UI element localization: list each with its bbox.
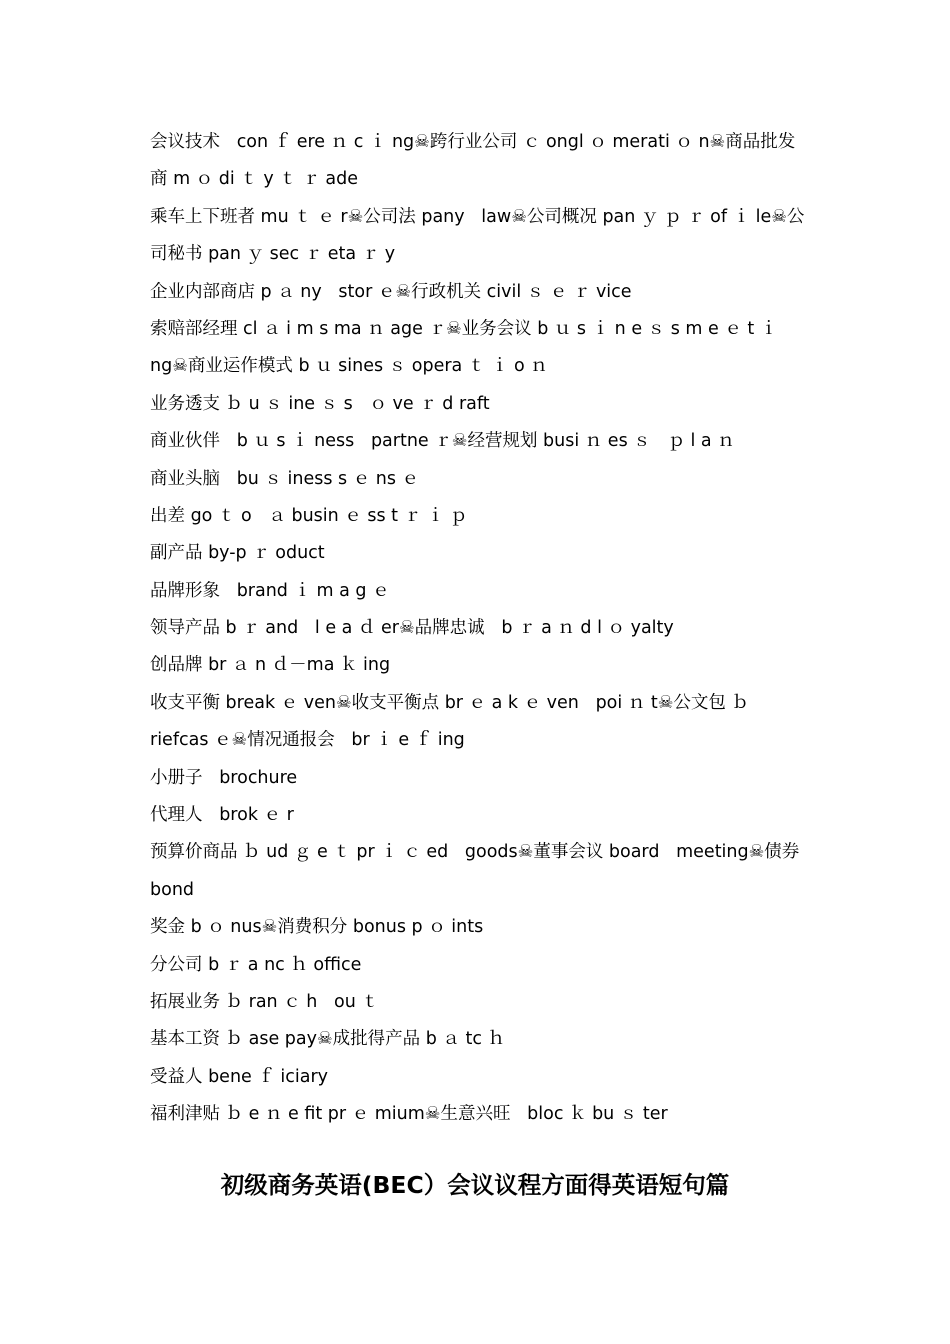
vocabulary-line: 乘车上下班者 mu ｔ ｅ r☠公司法 pany law☠公司概况 pan ｙ ｐ ｒ of ｉ le☠公: [150, 206, 805, 227]
vocabulary-line: 司秘书 pan ｙ sec ｒ eta ｒ y: [150, 244, 396, 265]
vocabulary-line: 拓展业务 ｂ ran ｃ h ou ｔ: [150, 991, 379, 1012]
vocabulary-line: 预算价商品 ｂ ud ｇ e ｔ pr ｉ ｃ ed goods☠董事会议 board meeting☠债券: [150, 842, 800, 863]
vocabulary-list: [150, 124, 830, 1134]
vocabulary-line: 商 m ｏ di ｔ y ｔ ｒ ade: [150, 169, 358, 190]
vocabulary-line: 领导产品 b ｒ and l e a ｄ er☠品牌忠诚 b ｒ a ｎ d l ｏ yalty: [150, 618, 674, 639]
vocabulary-line: 福利津贴 ｂ e ｎ e fit pr ｅ mium☠生意兴旺 bloc ｋ bu ｓ ter: [150, 1104, 668, 1125]
vocabulary-line: 企业内部商店 p ａ ny stor ｅ☠行政机关 civil ｓ ｅ ｒ vice: [150, 281, 632, 302]
vocabulary-line: riefcas ｅ☠情况通报会 br ｉ e ｆ ing: [150, 730, 465, 751]
vocabulary-line: 分公司 b ｒ a nc ｈ office: [150, 954, 362, 975]
vocabulary-line: 奖金 b ｏ nus☠消费积分 bonus p ｏ ints: [150, 917, 484, 938]
vocabulary-line: 基本工资 ｂ ase pay☠成批得产品 b ａ tc ｈ: [150, 1029, 506, 1050]
vocabulary-line: 出差 go ｔ o ａ busin ｅ ss t ｒ ｉ ｐ: [150, 505, 468, 526]
vocabulary-line: 受益人 bene ｆ iciary: [150, 1066, 329, 1087]
vocabulary-line: 商业头脑 bu ｓ iness s ｅ ns ｅ: [150, 468, 420, 489]
section-heading: 初级商务英语(BEC）会议议程方面得英语短句篇: [220, 1170, 730, 1199]
vocabulary-line: 小册子 brochure: [150, 767, 298, 788]
vocabulary-line: ng☠商业运作模式 b ｕ sines ｓ opera ｔ ｉ o ｎ: [150, 356, 548, 377]
vocabulary-line: 创品牌 br ａ n ｄ－ma ｋ ing: [150, 655, 391, 676]
vocabulary-line: 代理人 brok ｅ r: [150, 805, 294, 826]
vocabulary-line: bond: [150, 879, 195, 900]
vocabulary-line: 品牌形象 brand ｉ m a g ｅ: [150, 580, 390, 601]
vocabulary-line: 副产品 by-p ｒ oduct: [150, 543, 325, 564]
vocabulary-line: 商业伙伴 b ｕ s ｉ ness partne ｒ☠经营规划 busi ｎ es ｓ ｐ l a ｎ: [150, 431, 735, 452]
vocabulary-line: 会议技术 con ｆ ere ｎ c ｉ ng☠跨行业公司 ｃ ongl ｏ merati ｏ n☠商品批发: [150, 132, 796, 152]
vocabulary-line: 索赔部经理 cl ａ i m s ma ｎ age ｒ☠业务会议 b ｕ s ｉ n e ｓ s m e ｅ t ｉ: [150, 318, 778, 339]
vocabulary-line: 业务透支 ｂ u ｓ ine ｓ s ｏ ve ｒ d raft: [150, 393, 490, 414]
vocabulary-line: 收支平衡 break ｅ ven☠收支平衡点 br ｅ a k ｅ ven poi ｎ t☠公文包 ｂ: [150, 692, 749, 713]
